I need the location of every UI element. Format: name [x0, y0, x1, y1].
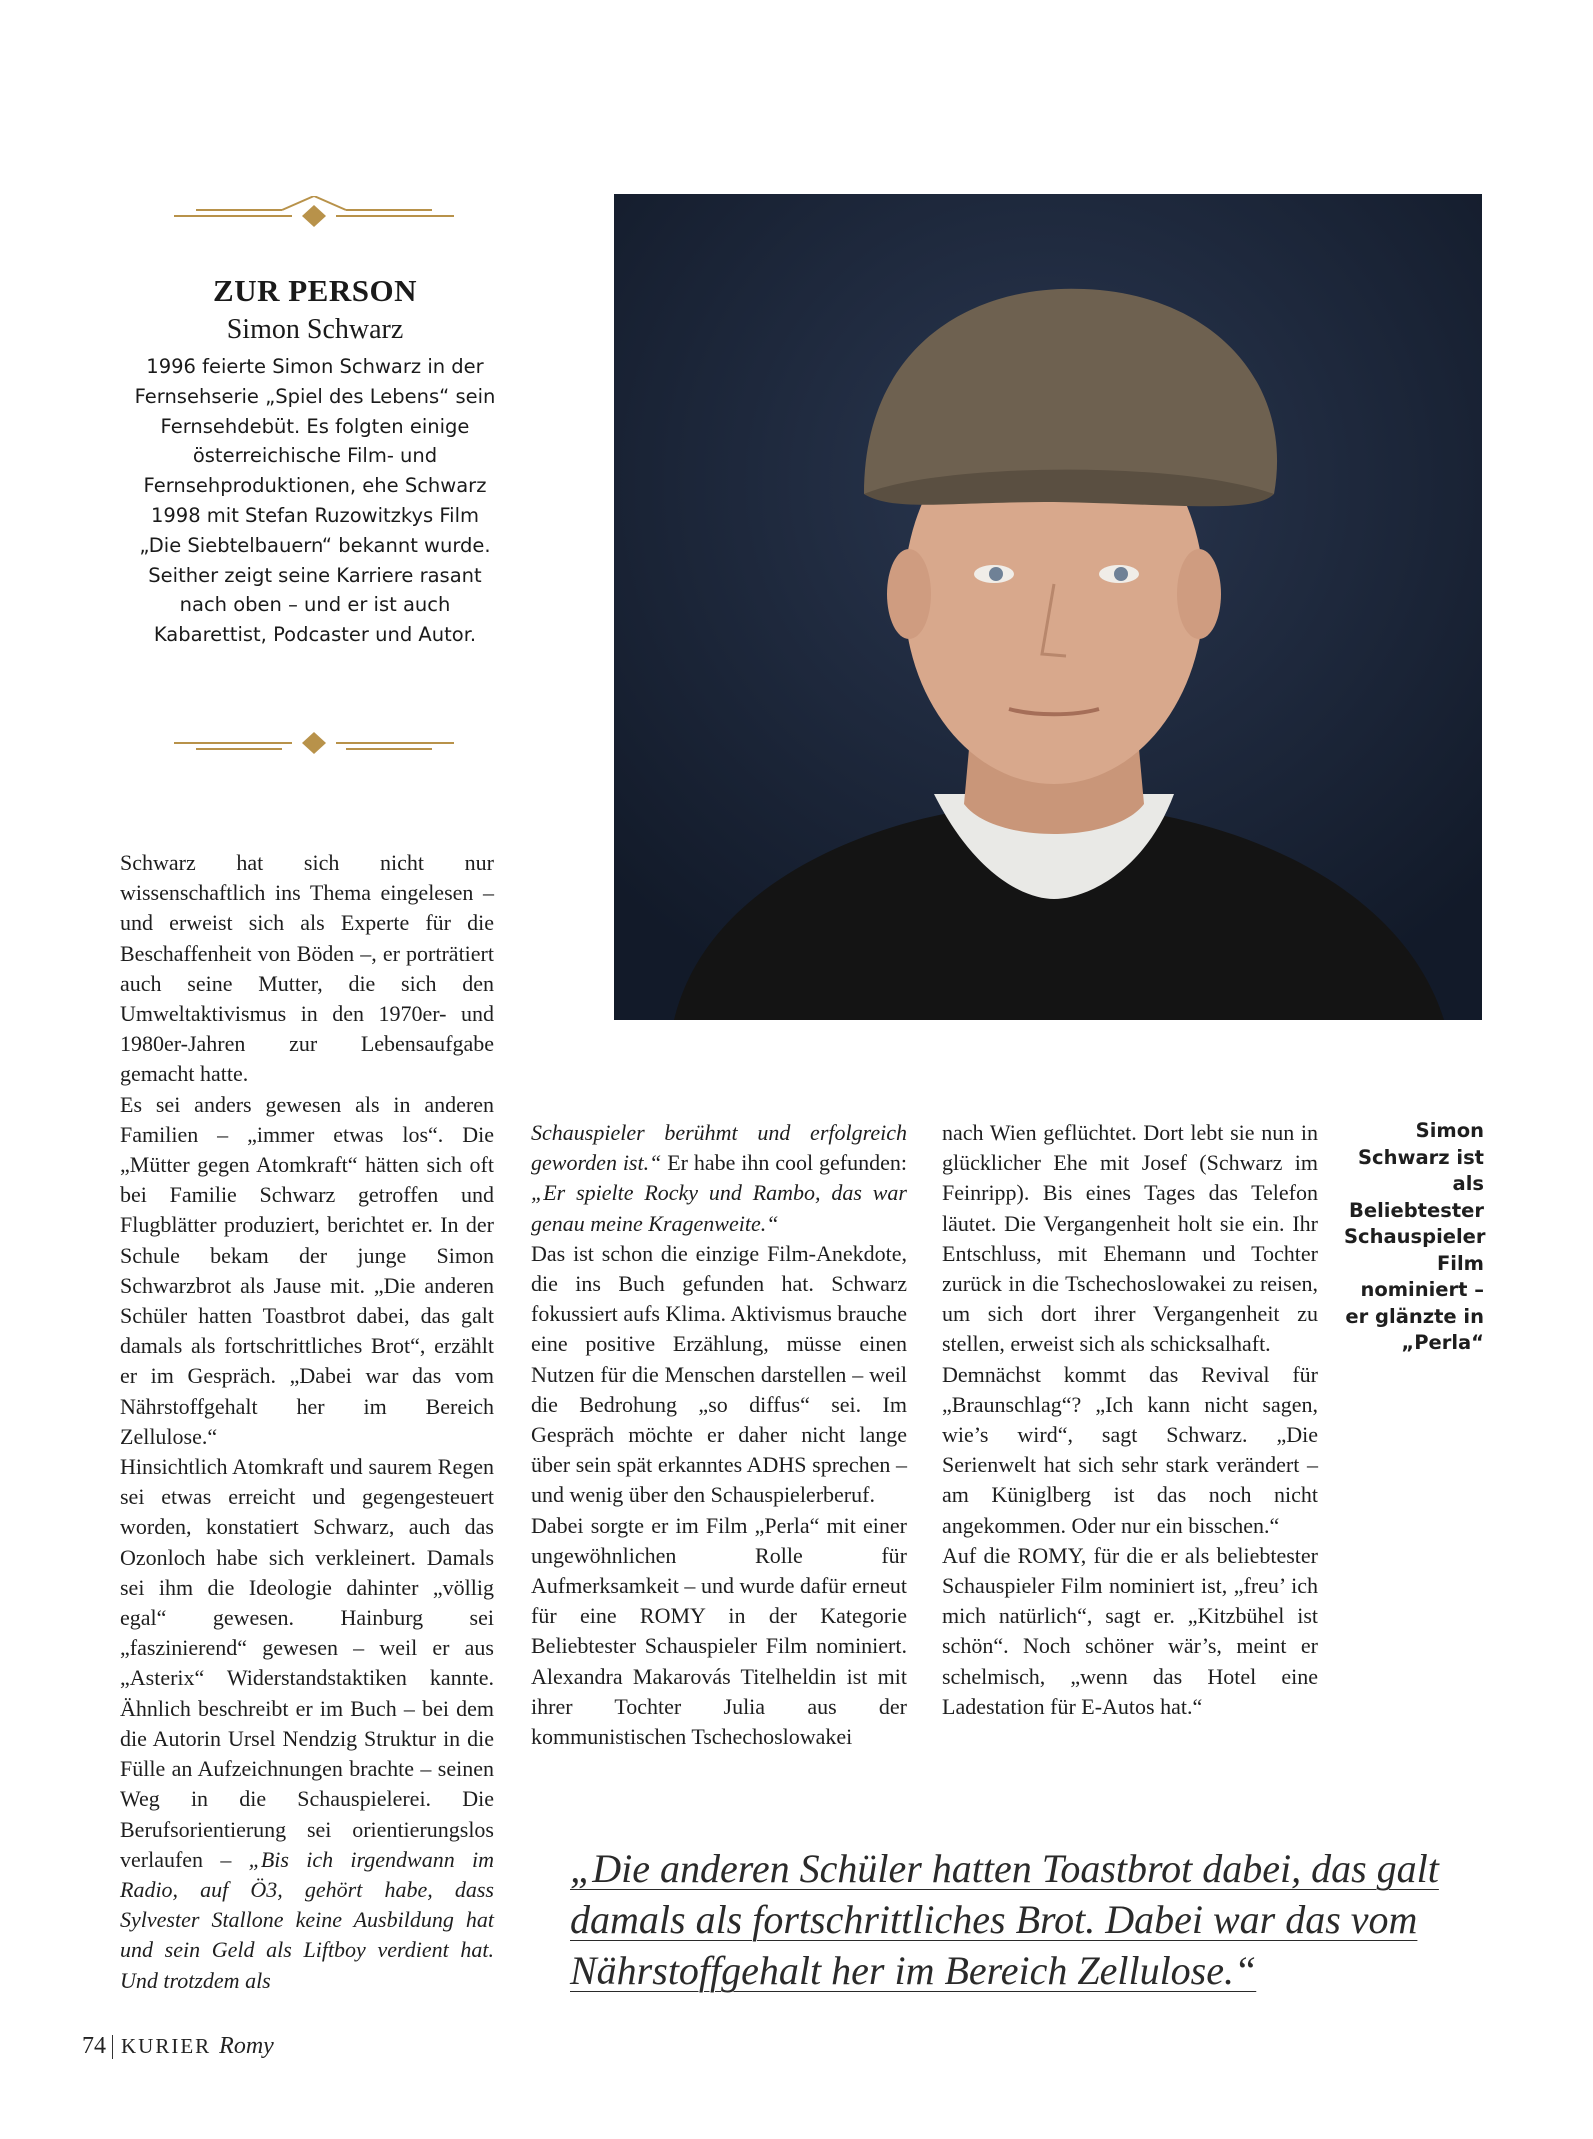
quote-text: Schauspieler berühmt und erfolgreich geworden ist.“ — [531, 1120, 907, 1176]
info-heading: ZUR PERSON — [213, 273, 417, 308]
pull-quote-text: „Die anderen Schüler hatten Toastbrot dabei, das galt damals als fortschrittliches Brot. Dabei war das vom Nährstoffgehalt her im Bereich Zellulose.“ — [570, 1846, 1439, 1993]
page-footer — [82, 2033, 274, 2060]
paragraph: Das ist schon die einzige Film-Anekdote, die ins Buch gefunden hat. Schwarz fokussiert aufs Klima. Aktivismus brauche eine positive Erzählung, müsse einen Nutzen für die Menschen darstellen – weil die Bedrohung „so diffus“ sei. Im Gespräch möchte er daher nicht lange über sein spät erkanntes ADHS sprechen – und wenig über den Schauspielerberuf. — [531, 1240, 907, 1508]
article-column-2 — [531, 1118, 907, 1752]
page-number: 74 — [82, 2033, 106, 2059]
paragraph: Dabei sorgte er im Film „Perla“ mit einer ungewöhnlichen Rolle für Aufmerksamkeit – und wurde dafür erneut für eine ROMY in der Kategorie Beliebtester Schauspieler Film nominiert. Alexandra Makarovás Titelheldin ist mit ihrer Tochter Julia aus der kommunistischen Tschechoslowakei — [531, 1512, 907, 1750]
ornament-top — [174, 196, 454, 236]
portrait-photo — [614, 194, 1482, 1020]
quote-text: „Er spielte Rocky und Rambo, das war genau meine Kragenweite.“ — [531, 1180, 907, 1236]
quote-text: „Bis ich irgendwann im Radio, auf Ö3, gehört habe, dass Sylvester Stallone keine Ausbildung hat und sein Geld als Liftboy verdient hat. Und trotzdem als — [120, 1846, 494, 1993]
brand-name: KURIER — [121, 2034, 212, 2058]
paragraph: Demnächst kommt das Revival für „Braunschlag“? „Ich kann nicht sagen, wie’s wird“, sagt Schwarz. „Die Serienwelt hat sich sehr stark verändert – am Küniglberg ist das noch nicht angekommen. Oder nur ein bisschen.“ — [942, 1361, 1318, 1538]
paragraph: Auf die ROMY, für die er als beliebtester Schauspieler Film nominiert ist, „freu’ ich mich natürlich“, sagt er. „Kitzbühel ist schön“. Noch schöner wär’s, meint er schelmisch, „wenn das Hotel eine Ladestation für E-Autos hat.“ — [942, 1542, 1318, 1719]
ornament-bottom — [174, 723, 454, 763]
article-column-1 — [120, 848, 494, 1996]
footer-divider — [112, 2035, 113, 2059]
portrait-icon — [614, 194, 1482, 1020]
paragraph: nach Wien geflüchtet. Dort lebt sie nun in glücklicher Ehe mit Josef (Schwarz im Feinripp). Bis eines Tages das Telefon läutet. Die Vergangenheit holt sie ein. Ihr Entschluss, mit Ehemann und Tochter zurück in die Tschechoslowakei zu reisen, um sich dort ihrer Vergangenheit zu stellen, erweist sich als schicksalhaft. — [942, 1120, 1318, 1357]
paragraph-text: Hinsichtlich Atomkraft und saurem Regen sei etwas erreicht und gegengesteuert worden, konstatiert Schwarz, auch das Ozonloch habe sich verkleinert. Damals sei ihm die Ideologie dahinter „völlig egal“ gewesen. Hainburg sei „faszinierend“ gewesen – weil er aus „Asterix“ Widerstandstaktiken kannte. Ähnlich beschreibt er im Buch – bei dem die Autorin Ursel Nendzig Struktur in die Fülle an Aufzeichnungen brachte – seinen Weg in die Schauspielerei. Die Berufsorientierung sei orientierungslos verlaufen – — [120, 1454, 494, 1872]
paragraph — [531, 1118, 907, 1239]
photo-caption: Simon Schwarz ist als Beliebtester Schauspieler Film nominiert – er glänzte in „Perla“ — [1344, 1119, 1486, 1354]
pull-quote — [570, 1843, 1500, 1996]
paragraph-text: Er habe ihn cool gefunden: — [661, 1150, 907, 1176]
article-column-3 — [942, 1118, 1318, 1722]
info-name: Simon Schwarz — [226, 314, 404, 345]
info-box — [130, 272, 500, 650]
paragraph — [120, 1452, 494, 1996]
paragraph: Es sei anders gewesen als in anderen Familien – „immer etwas los“. Die „Mütter gegen Atomkraft“ hätten sich oft bei Familie Schwarz getroffen und Flugblätter produziert, berichtet er. In der Schule bekam der junge Simon Schwarzbrot als Jause mit. „Die anderen Schüler hatten Toastbrot dabei, das galt damals als fortschrittliches Brot“, erzählt er im Gespräch. „Dabei war das vom Nährstoffgehalt her im Bereich Zellulose.“ — [120, 1091, 494, 1449]
magazine-name: Romy — [219, 2033, 274, 2059]
paragraph: Schwarz hat sich nicht nur wissenschaftlich ins Thema eingelesen – und erweist sich als Experte für die Beschaffenheit von Böden –, er porträtiert auch seine Mutter, die sich den Umweltaktivismus in den 1970er- und 1980er-Jahren zur Lebensaufgabe gemacht hatte. — [120, 850, 494, 1087]
info-text: 1996 feierte Simon Schwarz in der Fernsehserie „Spiel des Lebens“ sein Fernsehdebüt. Es folgten einige österreichische Film- und Fernsehproduktionen, ehe Schwarz 1998 mit Stefan Ruzowitzkys Film „Die Siebtelbauern“ bekannt wurde. Seither zeigt seine Karriere rasant nach oben – und er ist auch Kabarettist, Podcaster und Autor. — [134, 355, 496, 647]
